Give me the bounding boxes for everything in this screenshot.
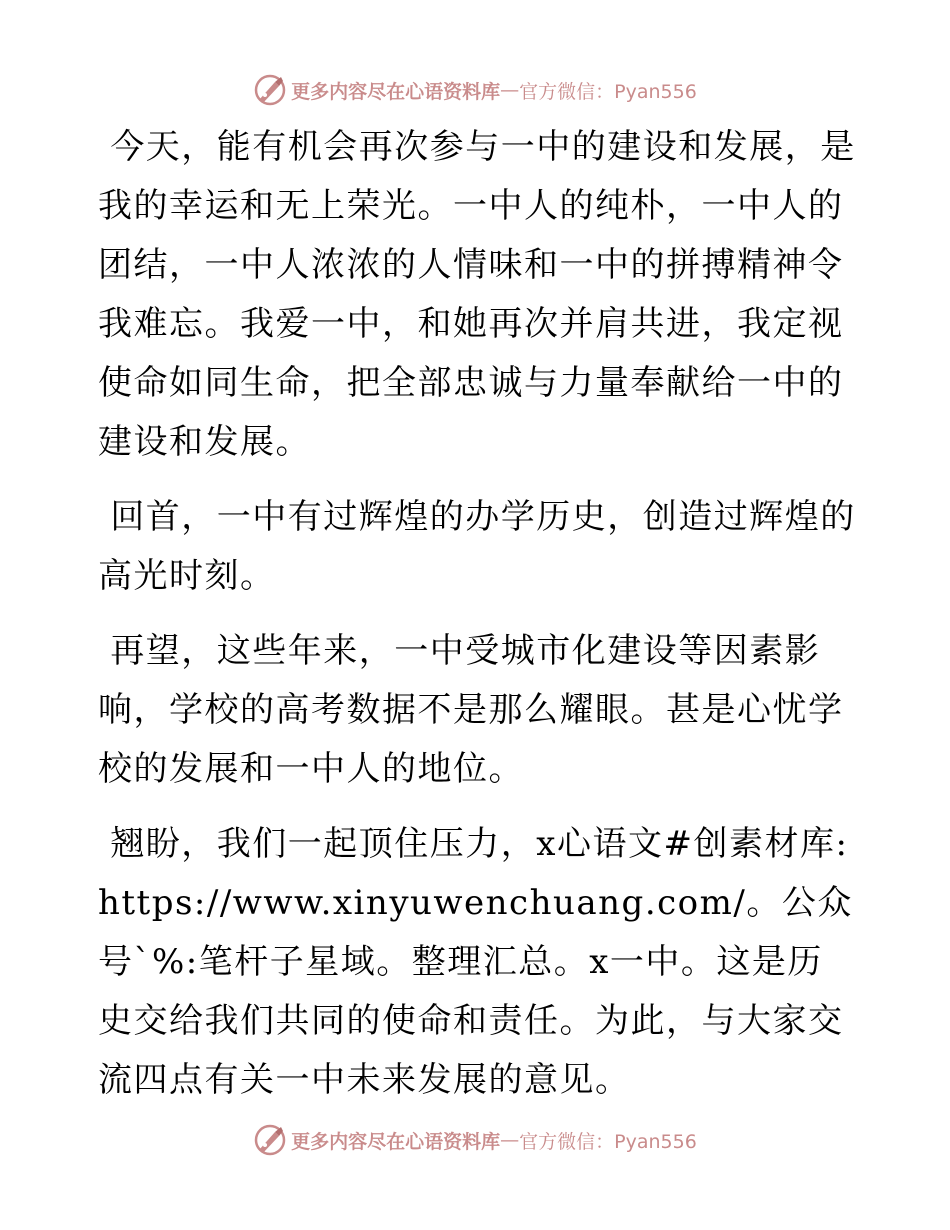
document-body	[98, 118, 858, 1110]
watermark-separator: —	[500, 1129, 520, 1151]
pen-logo-icon	[253, 1123, 287, 1157]
paragraph-3: 再望，这些年来，一中受城市化建设等因素影响，学校的高考数据不是那么耀眼。甚是心忧学校的发展和一中人的地位。	[98, 631, 844, 789]
watermark-wechat: 官方微信：Pyan556	[519, 80, 697, 103]
watermark-text: 更多内容尽在心语资料库	[291, 1130, 501, 1153]
header-watermark	[0, 70, 950, 110]
paragraph-1: 今天，能有机会再次参与一中的建设和发展，是我的幸运和无上荣光。一中人的纯朴，一中人的团结，一中人浓浓的人情味和一中的拼搏精神令我难忘。我爱一中，和她再次并肩共进，我定视使命如同生命，把全部忠诚与力量奉献给一中的建设和发展。	[98, 127, 856, 462]
paragraph-2: 回首，一中有过辉煌的办学历史，创造过辉煌的高光时刻。	[98, 497, 856, 596]
watermark-wechat: 官方微信：Pyan556	[519, 1130, 697, 1153]
footer-watermark	[0, 1120, 950, 1160]
watermark-separator: —	[500, 79, 520, 101]
header-watermark-inner	[253, 73, 697, 107]
footer-watermark-inner	[253, 1123, 697, 1157]
pen-logo-icon	[253, 73, 287, 107]
watermark-text: 更多内容尽在心语资料库	[291, 80, 501, 103]
paragraph-4: 翘盼，我们一起顶住压力，x心语文#创素材库:https://www.xinyuwenchuang.com/。公众号`%:笔杆子星域。整理汇总。x一中。这是历史交给我们共同的使命和责任。为此，与大家交流四点有关一中未来发展的意见。	[98, 824, 853, 1100]
